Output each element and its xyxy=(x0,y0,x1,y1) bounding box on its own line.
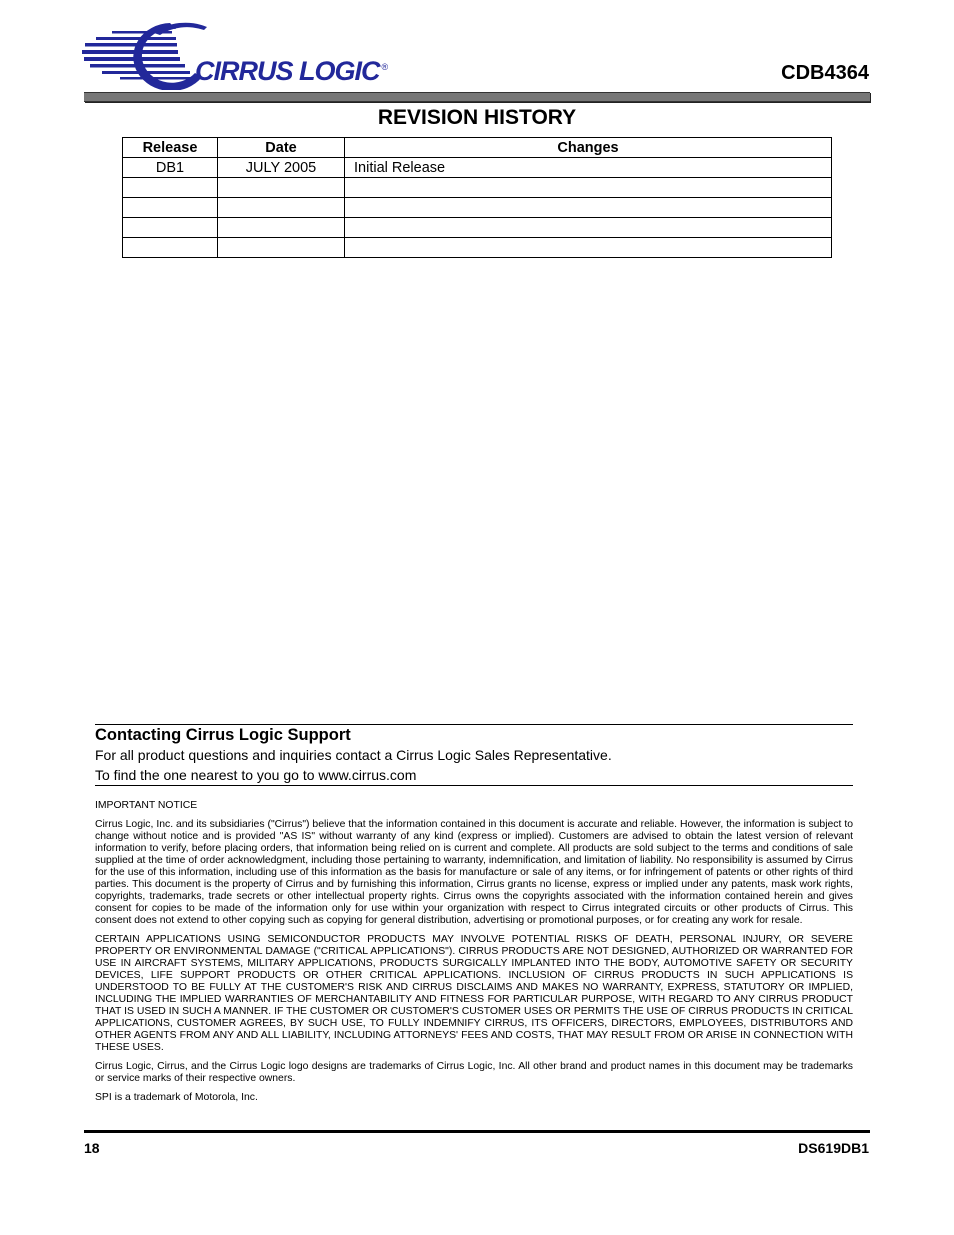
revision-history-title: REVISION HISTORY xyxy=(377,106,577,129)
cell-changes: Initial Release xyxy=(345,158,832,178)
notice-paragraph: Cirrus Logic, Inc. and its subsidiaries ("Cirrus") believe that the information contained in this document is accurate and reliable. However, the information is subject to change without notice and is provided "AS IS" without warranty of any kind (express or implied). Customers are advised to obtain the latest version of relevant information to verify, before placing orders, that information being relied on is current and complete. All products are sold subject to the terms and conditions of sale supplied at the time of order acknowledgment, including those pertaining to warranty, indemnification, and limitation of liability. No responsibility is assumed by Cirrus for the use of this information, including use of this information as the basis for manufacture or sale of any items, or for infringement of patents or other rights of third parties. This document is the property of Cirrus and by furnishing this information, Cirrus grants no license, express or implied under any patents, mask work rights, copyrights, trademarks, trade secrets or other intellectual property rights. Cirrus owns the copyrights associated with the information contained herein and gives consent for copies to be made of the information only for use within your organization with respect to Cirrus integrated circuits or other products of Cirrus. This consent does not extend to other copying such as copying for general distribution, advertising or promotional purposes, or for creating any work for resale. xyxy=(95,819,853,926)
notice-paragraph: SPI is a trademark of Motorola, Inc. xyxy=(95,1092,258,1103)
important-notice xyxy=(95,800,853,1111)
logo-wordmark: CIRRUS LOGIC ® xyxy=(195,56,388,86)
cell-date: JULY 2005 xyxy=(218,158,345,178)
cell-release: DB1 xyxy=(123,158,218,178)
document-id: CDB4364 xyxy=(781,62,869,84)
cell-date xyxy=(218,238,345,258)
notice-paragraph: CERTAIN APPLICATIONS USING SEMICONDUCTOR PRODUCTS MAY INVOLVE POTENTIAL RISKS OF DEATH, PERSONAL INJURY, OR SEVERE PROPERTY OR ENVIRONMENTAL DAMAGE ("CRITICAL APPLICATIONS"). CIRRUS PRODUCTS ARE NOT DESIGNED, AUTHORIZED OR WARRANTED FOR USE IN AIRCRAFT SYSTEMS, MILITARY APPLICATIONS, PRODUCTS SURGICALLY IMPLANTED INTO THE BODY, AUTOMOTIVE SAFETY OR SECURITY DEVICES, LIFE SUPPORT PRODUCTS OR OTHER CRITICAL APPLICATIONS. INCLUSION OF CIRRUS PRODUCTS IN SUCH APPLICATIONS IS UNDERSTOOD TO BE FULLY AT THE CUSTOMER'S RISK AND CIRRUS DISCLAIMS AND MAKES NO WARRANTY, EXPRESS, STATUTORY OR IMPLIED, INCLUDING THE IMPLIED WARRANTIES OF MERCHANTABILITY AND FITNESS FOR PARTICULAR PURPOSE, WITH REGARD TO ANY CIRRUS PRODUCT THAT IS USED IN SUCH A MANNER. IF THE CUSTOMER OR CUSTOMER'S CUSTOMER USES OR PERMITS THE USE OF CIRRUS PRODUCTS IN CRITICAL APPLICATIONS, CUSTOMER AGREES, BY SUCH USE, TO FULLY INDEMNIFY CIRRUS, ITS OFFICERS, DIRECTORS, EMPLOYEES, DISTRIBUTORS AND OTHER AGENTS FROM ANY AND ALL LIABILITY, INCLUDING ATTORNEYS' FEES AND COSTS, THAT MAY RESULT FROM OR ARISE IN CONNECTION WITH THESE USES. xyxy=(95,934,853,1053)
cell-release xyxy=(123,178,218,198)
page-number: 18 xyxy=(84,1140,100,1156)
notice-paragraph: Cirrus Logic, Cirrus, and the Cirrus Logic logo designs are trademarks of Cirrus Logic, Inc. All other brand and product names in this document may be trademarks or service marks of their respective owners. xyxy=(95,1061,853,1084)
column-header-date: Date xyxy=(218,138,345,158)
cell-date xyxy=(218,218,345,238)
contact-website-text: To find the one nearest to you go to www.cirrus.com xyxy=(95,767,417,783)
cell-changes xyxy=(345,238,832,258)
table-row xyxy=(123,238,832,258)
contact-bottom-rule xyxy=(95,785,853,786)
column-header-release: Release xyxy=(123,138,218,158)
cell-release xyxy=(123,218,218,238)
cell-changes xyxy=(345,218,832,238)
notice-heading: IMPORTANT NOTICE xyxy=(95,800,198,811)
cell-release xyxy=(123,198,218,218)
table-row xyxy=(123,178,832,198)
table-row xyxy=(123,158,832,178)
table-row xyxy=(123,218,832,238)
column-header-changes: Changes xyxy=(345,138,832,158)
contact-top-rule xyxy=(95,724,853,725)
header-bar xyxy=(84,92,870,102)
datasheet-number: DS619DB1 xyxy=(798,1140,869,1156)
table-row xyxy=(123,198,832,218)
cell-changes xyxy=(345,198,832,218)
cell-changes xyxy=(345,178,832,198)
contact-text: For all product questions and inquiries contact a Cirrus Logic Sales Representative. xyxy=(95,747,612,763)
contact-heading: Contacting Cirrus Logic Support xyxy=(95,726,351,744)
cell-date xyxy=(218,198,345,218)
cell-date xyxy=(218,178,345,198)
table-header-row xyxy=(123,138,832,158)
revision-history-table xyxy=(122,137,832,258)
cell-release xyxy=(123,238,218,258)
footer-bar xyxy=(84,1130,870,1133)
